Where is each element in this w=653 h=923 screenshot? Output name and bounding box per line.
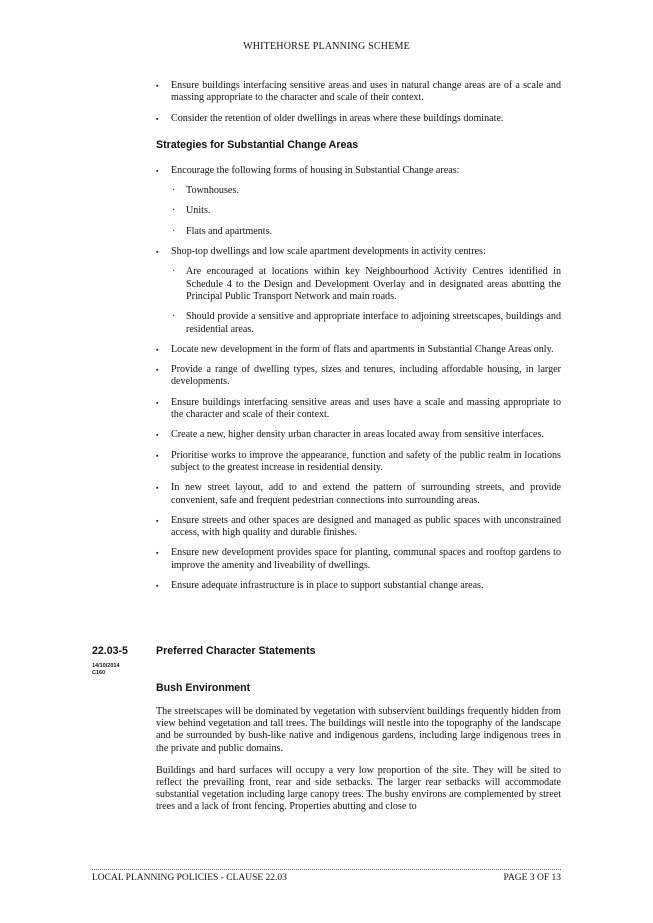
clause-number: 22.03-5 xyxy=(92,645,128,657)
page-body xyxy=(156,80,561,600)
bullet-icon: ▪ xyxy=(156,248,159,257)
bullet-icon: ▪ xyxy=(156,398,159,407)
list-item: ▪ Prioritise works to improve the appearance, function and safety of the public realm in locations subject to the greatest increase in residential density. xyxy=(156,449,561,473)
bullet-icon: ▪ xyxy=(156,431,159,440)
clause-title: Preferred Character Statements xyxy=(156,645,316,657)
list-item: ▪ Ensure buildings interfacing sensitive areas and uses in natural change areas are of a scale and massing appropriate to the character and scale of their context. xyxy=(156,80,561,104)
sub-list-item: · Flats and apartments. xyxy=(172,225,273,237)
list-item: ▪ In new street layout, add to and extend the pattern of surrounding streets, and provide convenient, safe and frequent pedestrian connections into surrounding areas. xyxy=(156,482,561,506)
sub-list-item: · Should provide a sensitive and appropriate interface to adjoining streetscapes, buildings and residential areas. xyxy=(172,311,561,335)
list-item: ▪ Locate new development in the form of flats and apartments in Substantial Change Areas only. xyxy=(156,343,554,355)
list-item: ▪ Shop-top dwellings and low scale apartment developments in activity centres: xyxy=(156,246,486,258)
section-heading: Bush Environment xyxy=(156,682,251,694)
paragraph: The streetscapes will be dominated by vegetation with subservient buildings frequently hidden from view behind vegetation and tall trees. The buildings will nestle into the topography of the landscape and be surrounded by bush-like native and indigenous gardens, including large indigenous trees in the private and public domains. xyxy=(156,706,561,754)
clause-margin xyxy=(92,645,128,677)
list-item: ▪ Create a new, higher density urban character in areas located away from sensitive interfaces. xyxy=(156,429,544,441)
bush-section xyxy=(156,682,561,824)
sub-list-item: · Townhouses. xyxy=(172,185,239,197)
bullet-icon: ▪ xyxy=(156,582,159,591)
running-header: WHITEHORSE PLANNING SCHEME xyxy=(243,41,410,52)
list-item: ▪ Encourage the following forms of housing in Substantial Change areas: xyxy=(156,164,460,176)
paragraph: Buildings and hard surfaces will occupy a very low proportion of the site. They will be sited to reflect the prevailing front, rear and side setbacks. The larger rear setbacks will accommodate substantial vegetation including large canopy trees. The bushy environs are complemented by street trees and a lack of front fencing. Properties abutting and close to xyxy=(156,764,561,813)
sub-bullet-icon: · xyxy=(172,205,176,217)
list-item: ▪ Ensure adequate infrastructure is in place to support substantial change areas. xyxy=(156,580,484,592)
sub-list-item: · Are encouraged at locations within key Neighbourhood Activity Centres identified in Schedule 4 to the Design and Development Overlay and in designated areas abutting the Principal Public Transport Network and main roads. xyxy=(172,266,561,302)
list-item: ▪ Provide a range of dwelling types, sizes and tenures, including affordable housing, in larger developments. xyxy=(156,364,561,388)
bullet-icon: ▪ xyxy=(156,451,159,460)
sub-list-item: · Units. xyxy=(172,205,211,217)
sub-bullet-icon: · xyxy=(172,185,176,197)
bullet-icon: ▪ xyxy=(156,114,159,123)
list-item: ▪ Ensure new development provides space for planting, communal spaces and rooftop gardens to improve the amenity and liveability of dwellings. xyxy=(156,547,561,571)
bullet-icon: ▪ xyxy=(156,166,159,175)
list-item: ▪ Ensure buildings interfacing sensitive areas and uses have a scale and massing appropriate to the character and scale of their context. xyxy=(156,396,561,421)
footer-divider xyxy=(92,869,561,870)
bullet-icon: ▪ xyxy=(156,345,159,354)
page-number: PAGE 3 OF 13 xyxy=(503,873,561,883)
footer-clause: LOCAL PLANNING POLICIES - CLAUSE 22.03 xyxy=(92,873,287,883)
list-item: ▪ Consider the retention of older dwellings in areas where these buildings dominate. xyxy=(156,112,504,124)
sub-bullet-icon: · xyxy=(172,225,176,237)
section-heading: Strategies for Substantial Change Areas xyxy=(156,138,359,151)
bullet-icon: ▪ xyxy=(156,549,159,558)
list-item: ▪ Ensure streets and other spaces are designed and managed as public spaces with unconstrained access, with high quality and durable finishes. xyxy=(156,514,561,539)
sub-bullet-icon: · xyxy=(172,311,176,323)
clause-date: 14/10/2014 xyxy=(92,663,120,669)
bullet-icon: ▪ xyxy=(156,82,159,90)
bullet-icon: ▪ xyxy=(156,484,159,493)
clause-amendment: C160 xyxy=(92,670,106,676)
bullet-icon: ▪ xyxy=(156,366,159,375)
sub-bullet-icon: · xyxy=(172,266,176,278)
bullet-icon: ▪ xyxy=(156,516,159,525)
